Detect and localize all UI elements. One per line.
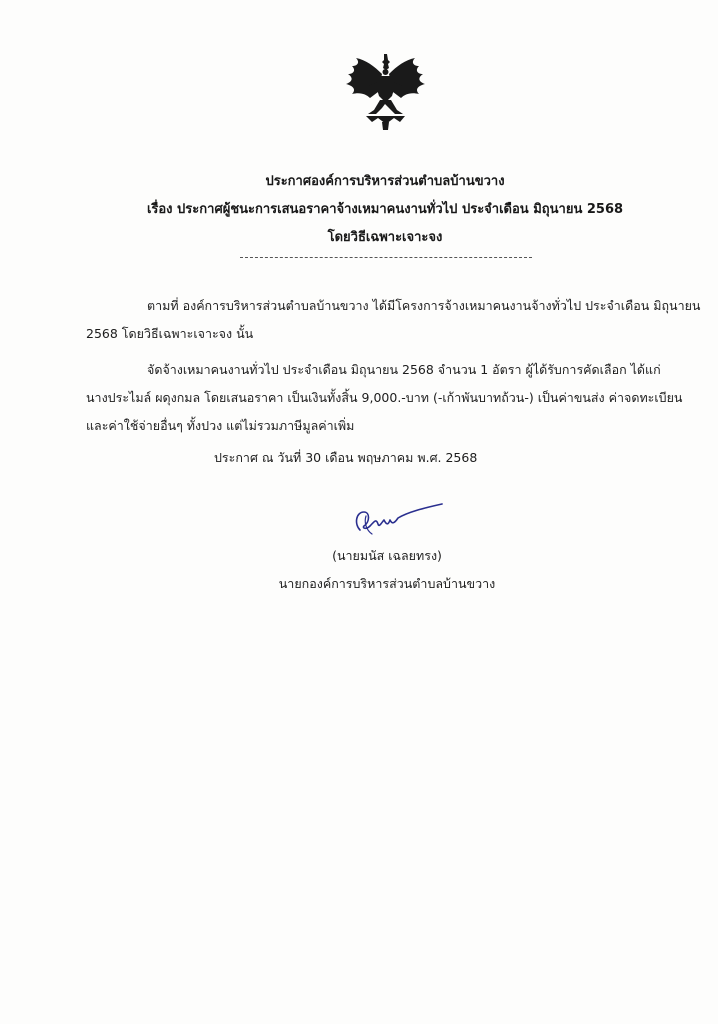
signatory-name: (นายมนัส เฉลยทรง) [332,548,442,563]
announcement-subject: เรื่อง ประกาศผู้ชนะการเสนอราคาจ้างเหมาคนงานทั่วไป ประจำเดือน มิถุนายน 2568 [146,202,624,217]
paragraph1-line1: ตามที่ องค์การบริหารส่วนตำบลบ้านขวาง ได้มีโครงการจ้างเหมาคนงานจ้างทั่วไป ประจำเดือน มิถุนายน [147,298,701,313]
header-divider [240,257,532,258]
announcement-heading: ประกาศองค์การบริหารส่วนตำบลบ้านขวาง [265,174,505,189]
handwritten-signature [346,500,446,540]
announce-date: ประกาศ ณ วันที่ 30 เดือน พฤษภาคม พ.ศ. 2568 [214,450,478,465]
paragraph2-line3: และค่าใช้จ่ายอื่นๆ ทั้งปวง แต่ไม่รวมภาษีมูลค่าเพิ่ม [86,418,355,433]
paragraph2-line1: จัดจ้างเหมาคนงานทั่วไป ประจำเดือน มิถุนายน 2568 จำนวน 1 อัตรา ผู้ได้รับการคัดเลือก ได้แก่ [147,362,661,377]
signatory-title: นายกองค์การบริหารส่วนตำบลบ้านขวาง [278,576,496,591]
procurement-method: โดยวิธีเฉพาะเจาะจง [327,230,443,245]
paragraph2-line2: นางประไมล์ ผดุงกมล โดยเสนอราคา เป็นเงินทั้งสิ้น 9,000.-บาท (-เก้าพันบาทถ้วน-) เป็นค่าขนส่ง ค่าจดทะเบียน [86,390,683,405]
garuda-emblem-icon [338,52,434,132]
paragraph1-line2: 2568 โดยวิธีเฉพาะเจาะจง นั้น [86,326,254,341]
